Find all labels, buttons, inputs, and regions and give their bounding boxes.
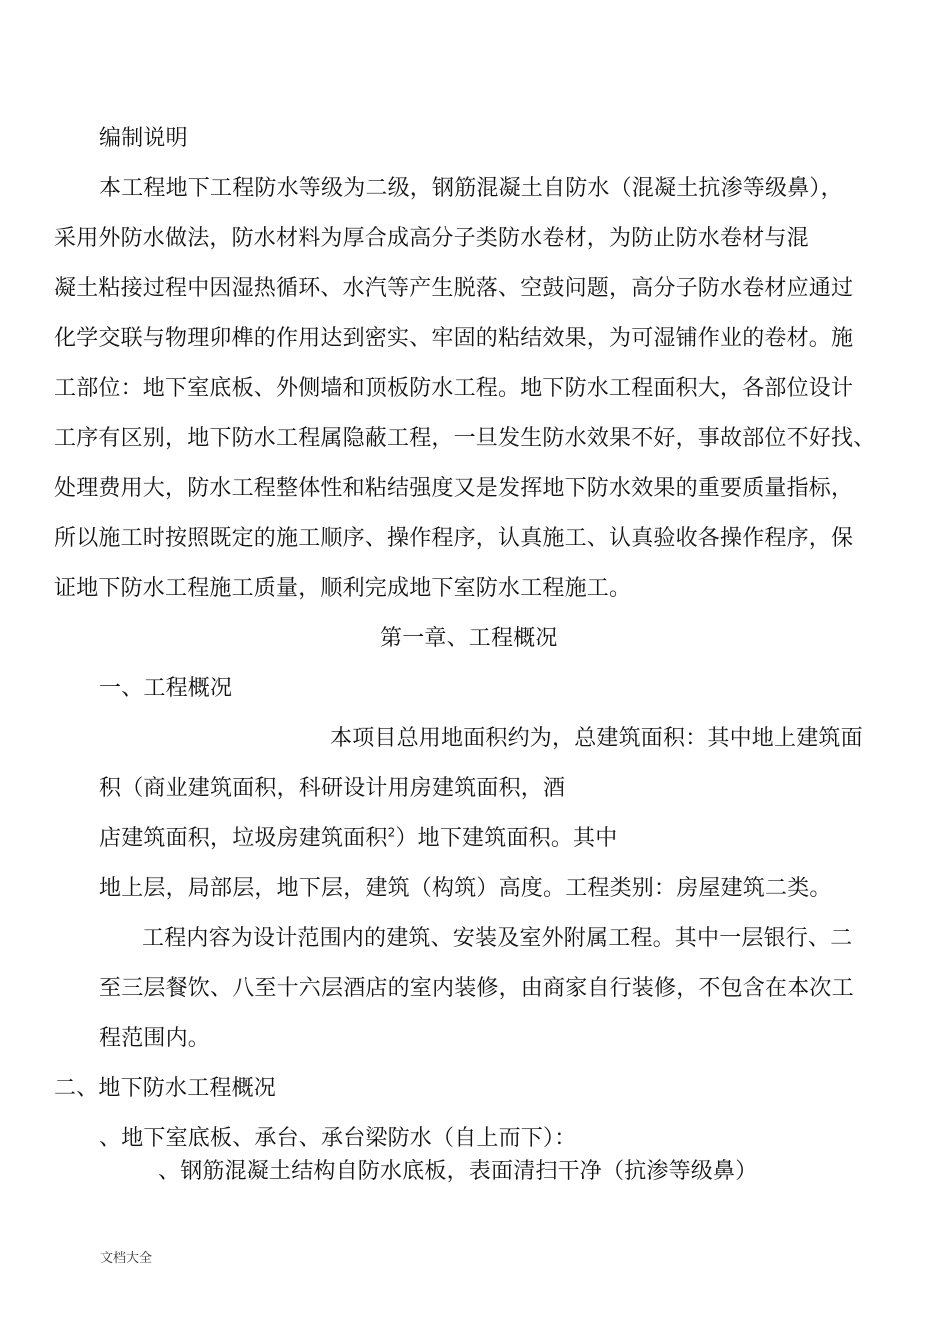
body-line: 化学交联与物理卯榫的作用达到密实、牢固的粘结效果，为可湿铺作业的卷材。施 (54, 326, 854, 351)
section-heading: 二、地下防水工程概况 (54, 1076, 277, 1101)
superscript-mark: 2 (387, 825, 396, 840)
body-line: 证地下防水工程施工质量，顺利完成地下室防水工程施工。 (54, 576, 632, 601)
preface-heading: 编制说明 (99, 126, 188, 151)
subsection-heading: 、地下室底板、承台、承台梁防水（自上而下）： (99, 1126, 577, 1151)
body-line: 所以施工时按照既定的施工顺序、操作程序，认真施工、认真验收各操作程序，保 (54, 526, 854, 551)
body-line-with-superscript (99, 824, 617, 854)
body-line: 积（商业建筑面积，科研设计用房建筑面积，酒 (99, 776, 566, 801)
page-footer: 文档大全 (100, 1251, 153, 1266)
list-item: 、钢筋混凝土结构自防水底板，表面清扫干净（抗渗等级鼻） (158, 1159, 758, 1184)
body-line: 工序有区别，地下防水工程属隐蔽工程，一旦发生防水效果不好，事故部位不好找、 (54, 426, 876, 451)
chapter-heading: 第一章、工程概况 (380, 626, 558, 651)
body-line: 采用外防水做法，防水材料为厚合成高分子类防水卷材，为防止防水卷材与混 (54, 226, 809, 251)
body-text-segment: 店建筑面积，垃圾房建筑面积 (99, 826, 388, 851)
body-line: 本工程地下工程防水等级为二级，钢筋混凝土自防水（混凝土抗渗等级鼻）， (99, 176, 843, 201)
body-line: 至三层餐饮、八至十六层酒店的室内装修，由商家自行装修，不包含在本次工 (99, 976, 854, 1001)
body-line: 凝土粘接过程中因湿热循环、水汽等产生脱落、空鼓问题，高分子防水卷材应通过 (54, 276, 854, 301)
section-heading: 一、工程概况 (99, 676, 233, 701)
body-line: 程范围内。 (99, 1026, 211, 1051)
body-line: 地上层，局部层，地下层，建筑（构筑）高度。工程类别：房屋建筑二类。 (99, 876, 832, 901)
body-line: 工部位：地下室底板、外侧墙和顶板防水工程。地下防水工程面积大，各部位设计 (54, 376, 854, 401)
body-line: 工程内容为设计范围内的建筑、安装及室外附属工程。其中一层银行、二 (142, 926, 853, 951)
body-text-segment: ）地下建筑面积。其中 (395, 826, 618, 851)
body-line: 处理费用大，防水工程整体性和粘结强度又是发挥地下防水效果的重要质量指标， (54, 476, 854, 501)
body-line: 本项目总用地面积约为，总建筑面积：其中地上建筑面 (330, 726, 863, 751)
